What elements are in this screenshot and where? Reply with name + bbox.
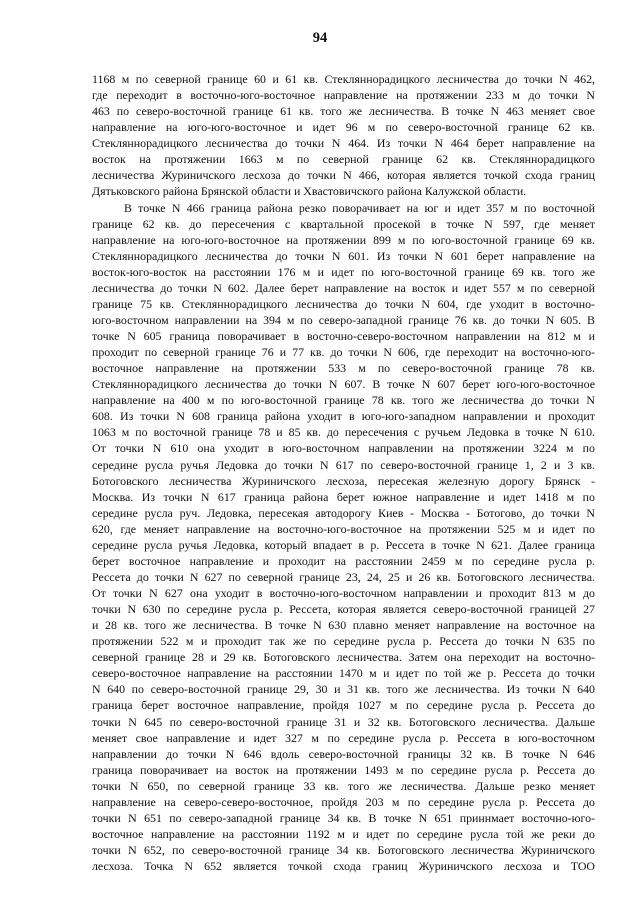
text-line: точки N 645 по северо-восточной границе 31 и 32 кв. Ботоговского лесничества. Дальше	[92, 714, 595, 729]
text-line: Стекляннорадицкого лесничества до точки N 601. Из точки N 601 берет направление на	[92, 248, 595, 263]
page-number: 94	[312, 30, 328, 46]
text-line: берет восточное направление и проходит на расстоянии 2459 м по середине русла р.	[92, 553, 595, 568]
text-line: протяжении 522 м и проходит так же по середине русла р. Рессета до точки N 635 по	[92, 634, 595, 649]
text-line: В точке N 466 граница района резко поворачивает на юг и идет 357 м по восточной	[124, 200, 595, 215]
text-line: и 28 кв. того же лесничества. В точке N 630 плавно меняет направление на восточное на	[92, 618, 595, 633]
text-line: юго-восточном направлении на 394 м по северо-западной границе 76 кв. до точки N 605. В	[92, 312, 595, 327]
text-line: лесхоза. Точка N 652 является точкой схода границ Журиничского лесхоза и ТОО	[92, 859, 595, 874]
text-line: Стекляннорадицкого лесничества до точки N 607. В точке N 607 берет юго-юго-восточное	[92, 377, 595, 392]
text-line: восток на протяжении 1663 м по северной границе 62 кв. Стекляннорадицкого	[92, 152, 595, 167]
text-line: направление на юго-юго-восточное на протяжении 899 м по юго-восточной границе 69 кв.	[92, 232, 595, 247]
text-line: точки N 650, по северной границе 33 кв. того же лесничества. Дальше резко меняет	[92, 778, 595, 793]
text-line: направлении до точки N 646 вдоль северо-восточной границы 32 кв. В точке N 646	[92, 746, 595, 761]
text-line: точки N 651 по северо-западной границе 34 кв. В точке N 651 приннмает восточно-юго-	[92, 810, 595, 825]
text-line: восточное направление на протяжении 533 м по северо-восточной границе 78 кв.	[92, 361, 595, 376]
body-text	[92, 71, 595, 874]
text-line: где переходит в восточно-юго-восточное направление на протяжении 233 м до точки N	[92, 88, 595, 103]
text-line: середине русла ручья Ледовка, который впадает в р. Рессета в точке N 621. Далее граница	[92, 537, 595, 552]
text-line: Стекляннорадицкого лесничества до точки N 464. Из точки N 464 берет направление на	[92, 136, 595, 151]
text-line: точки N 652, по северо-восточной границе 34 кв. Ботоговского лесничества Журиничского	[92, 843, 595, 857]
text-line: Дятьковского района Брянской области и Хвастовичского района Калужской области.	[92, 184, 527, 199]
text-line: 463 по северо-восточной границе 61 кв. того же лесничества. В точке N 463 меняет свое	[92, 104, 595, 119]
text-line: точки N 630 по середине русла р. Рессета, которая является северо-восточной границей 27	[92, 602, 595, 617]
text-line: 620, где меняет направление на восточно-юго-восточное на протяжении 525 м и идет по	[92, 521, 595, 536]
text-line: 1063 м по восточной границе 78 и 85 кв. до пересечения с ручьем Ледовка в точке N 610.	[92, 425, 595, 440]
text-line: граница берет восточное направление, пройдя 1027 м по середине русла р. Рессета до	[92, 698, 595, 713]
text-line: проходит по северной границе 76 и 77 кв. до точки N 606, где переходит на восточно-юго-	[92, 345, 595, 360]
text-line: 608. Из точки N 608 граница района уходит в юго-юго-западном направлении и проходит	[92, 409, 595, 424]
text-line: От точки N 610 она уходит в юго-восточном направлении на протяжении 3224 м по	[92, 441, 595, 456]
text-line: восточное направление на расстоянии 1192 м и идет по середине русла той же реки до	[92, 826, 595, 841]
text-line: северной границе 28 и 29 кв. Ботоговского лесничества. Затем она переходит на восточно-	[92, 650, 595, 665]
text-line: точке N 605 граница поворачивает в восточно-северо-восточном направлении на 812 м и	[92, 329, 595, 343]
text-line: восток-юго-восток на расстоянии 176 м и идет по юго-восточной границе 69 кв. того же	[92, 264, 595, 279]
text-line: N 640 по северо-восточной границе 29, 30 и 31 кв. того же лесничества. Из точки N 640	[92, 682, 595, 697]
text-line: граница поворачивает на восток на протяжении 1493 м по середине русла р. Рессета до	[92, 762, 595, 777]
text-line: лесничества до точки N 602. Далее берет направление на восток и идет 557 м по северной	[92, 280, 595, 295]
text-line: середине русла ручья Ледовка до точки N 617 по северо-восточной границе 1, 2 и 3 кв.	[92, 457, 595, 472]
text-line: направление на 400 м по юго-восточной границе 78 кв. того же лесничества до точки N	[92, 393, 595, 408]
text-line: Москва. Из точки N 617 граница района берет южное направление и идет 1418 м по	[92, 489, 595, 504]
text-line: лесничества Журиничского лесхоза до точки N 466, которая является точкой схода границ	[92, 168, 595, 183]
text-line: северо-восточное направление на расстоянии 1470 м и идет по той же р. Рессета до точки	[92, 666, 595, 681]
text-line: От точки N 627 она уходит в восточно-юго-восточном направлении и проходит 813 м до	[92, 586, 595, 600]
text-line: направление на юго-юго-восточное и идет 96 м по северо-восточной границе 62 кв.	[92, 120, 595, 135]
text-line: меняет свое направление и идет 327 м по середине русла р. Рессета в юго-восточном	[92, 730, 595, 745]
text-line: Ботоговского лесничества Журиничского лесхоза, пересекая железную дорогу Брянск -	[92, 473, 595, 488]
text-line: границе 62 кв. до пересечения с квартальной просекой в точке N 597, где меняет	[92, 216, 595, 231]
text-line: Рессета до точки N 627 по северной границе 23, 24, 25 и 26 кв. Ботоговского лесничества.	[92, 569, 595, 584]
text-line: 1168 м по северной границе 60 и 61 кв. Стекляннорадицкого лесничества до точки N 462,	[92, 72, 595, 86]
text-line: направление на северо-северо-восточное, пройдя 203 м по середине русла р. Рессета до	[92, 794, 595, 809]
text-line: середине русла руч. Ледовка, пересекая автодорогу Киев - Москва - Ботогово, до точки N	[92, 505, 595, 520]
text-line: границе 75 кв. Стекляннорадицкого лесничества до точки N 604, где уходит в восточно-	[92, 296, 595, 311]
